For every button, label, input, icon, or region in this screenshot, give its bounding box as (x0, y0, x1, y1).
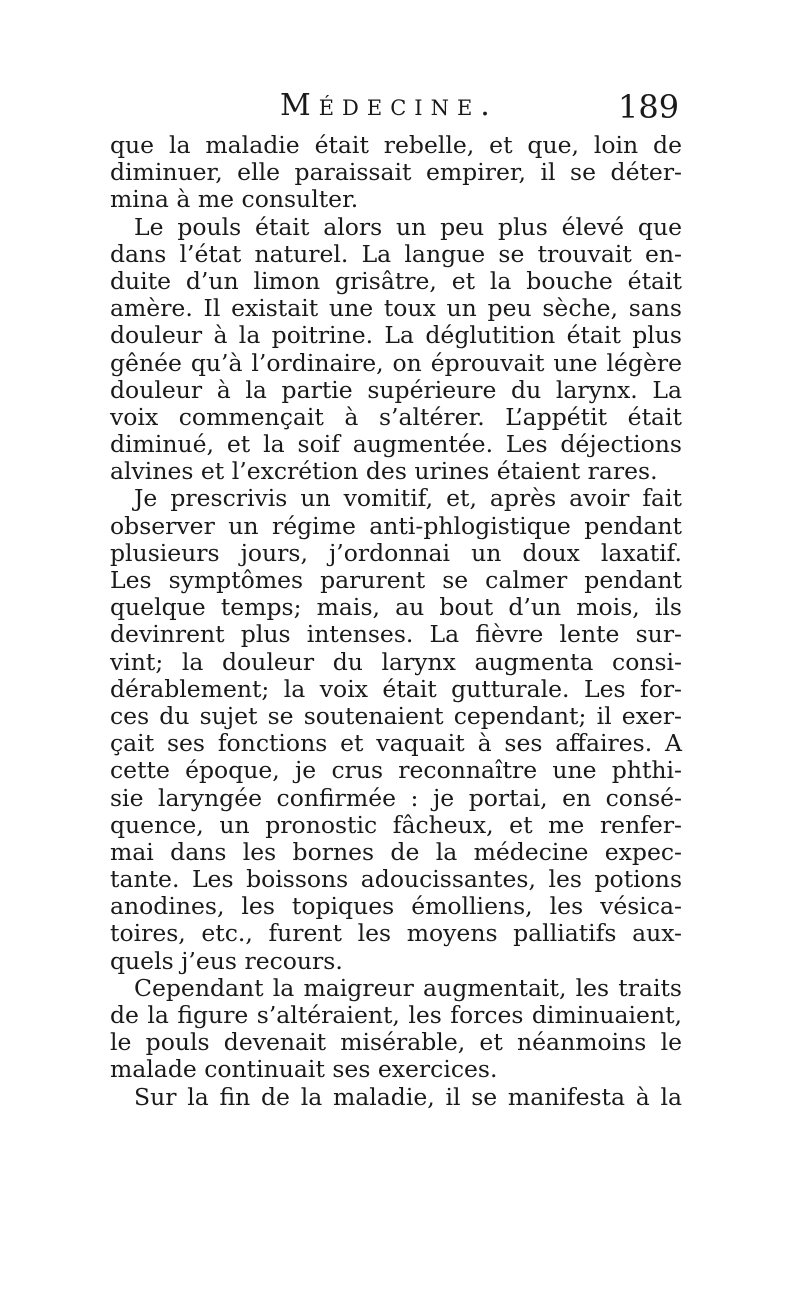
text-line: mai dans les bornes de la médecine expec- (110, 837, 682, 866)
running-title: Médecine. (280, 88, 498, 123)
text-line: tante. Les boissons adoucissantes, les potions (110, 865, 682, 894)
text-line: diminué, et la soif augmentée. Les déjections (110, 430, 682, 459)
text-line: le pouls devenait misérable, et néanmoins le (110, 1028, 682, 1057)
text-line: çait ses fonctions et vaquait à ses affaires. A (110, 729, 682, 758)
text-line: Les symptômes parurent se calmer pendant (110, 566, 682, 594)
text-line: que la maladie était rebelle, et que, loin de (110, 131, 682, 159)
text-line: Sur la fin de la maladie, il se manifesta à la (134, 1082, 682, 1111)
text-line: douleur à la partie supérieure du larynx. La (110, 375, 682, 404)
text-line: voix commençait à s’altérer. L’appétit était (110, 402, 682, 431)
running-head (0, 88, 800, 128)
text-line: douleur à la poitrine. La déglutition était plus (110, 321, 682, 350)
text-line: sie laryngée confirmée : je portai, en consé- (110, 783, 682, 812)
text-line: duite d’un limon grisâtre, et la bouche était (110, 266, 682, 295)
text-line: Le pouls était alors un peu plus élevé que (134, 212, 682, 241)
text-line: quels j’eus recours. (110, 946, 343, 975)
text-line: dérablement; la voix était gutturale. Les for- (110, 674, 682, 703)
text-line: Je prescrivis un vomitif, et, après avoir fait (134, 484, 682, 513)
text-line: devinrent plus intenses. La fièvre lente sur- (110, 620, 682, 649)
text-line: gênée qu’à l’ordinaire, on éprouvait une légère (110, 348, 682, 377)
text-line: malade continuait ses exercices. (110, 1055, 498, 1084)
text-line: dans l’état naturel. La langue se trouvait en- (110, 239, 682, 268)
text-line: Cependant la maigreur augmentait, les traits (134, 973, 682, 1002)
body-text (110, 132, 682, 1111)
text-line: amère. Il existait une toux un peu sèche, sans (110, 294, 682, 323)
text-line: mina à me consulter. (110, 185, 359, 214)
text-line: de la figure s’altéraient, les forces diminuaient, (110, 1001, 682, 1029)
text-line: quelque temps; mais, au bout d’un mois, ils (110, 593, 682, 622)
page-number: 189 (618, 88, 680, 126)
text-line: ces du sujet se soutenaient cependant; il exer- (110, 701, 682, 730)
text-line: observer un régime anti-phlogistique pendant (110, 511, 682, 540)
text-line: anodines, les topiques émolliens, les vésica- (110, 892, 682, 921)
text-line: vint; la douleur du larynx augmenta consi- (110, 647, 682, 676)
text-line: diminuer, elle paraissait empirer, il se déter- (110, 158, 682, 187)
text-line: cette époque, je crus reconnaître une phthi- (110, 756, 682, 785)
text-line: plusieurs jours, j’ordonnai un doux laxatif. (110, 538, 682, 567)
text-line: quence, un pronostic fâcheux, et me renfer- (110, 810, 682, 839)
text-line: toires, etc., furent les moyens palliatifs aux- (110, 919, 682, 948)
text-line: alvines et l’excrétion des urines étaient rares. (110, 457, 658, 486)
